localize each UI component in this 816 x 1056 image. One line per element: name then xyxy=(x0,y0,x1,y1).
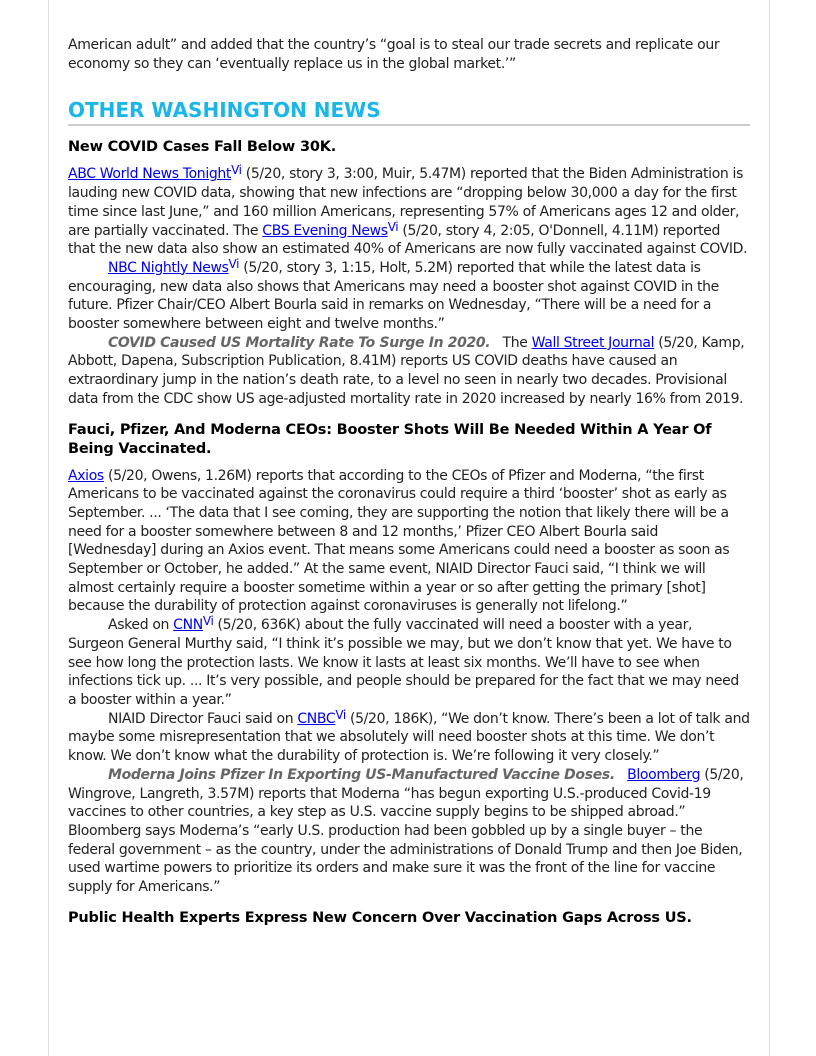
video-icon[interactable]: Vi xyxy=(335,707,346,722)
headline-covid-cases: New COVID Cases Fall Below 30K. xyxy=(68,139,337,156)
paragraph: Axios (5/20, Owens, 1.26M) reports that according to the CEOs of Pfizer and Moderna, “the first Americans to be vaccinated against the coronavirus could require a third ‘booster’ shot as early as September. ... ‘The data that I see coming, they are supporting the notion that likely there will be a need for a booster somewhere between 8 and 12 months,’ Pfizer CEO Albert Bourla said [Wednesday] during an Axios event. That means some Americans could need a booster as soon as September or October, he added.” At the same event, NIAID Director Fauci said, “I think we will almost certainly require a booster sometime within a year or so after getting the primary [shot] because the durability of protection against coronaviruses is generally not lifelong.” xyxy=(68,467,730,615)
link-cbs-evening-news[interactable]: CBS Evening News xyxy=(262,222,388,239)
document-body xyxy=(68,36,750,936)
paragraph: NBC Nightly News$^{Vi}$ (5/20, story 3, 1:15, Holt, 5.2M) reported that while the latest data is encouraging, new data also shows that Americans may need a booster shot against COVID in the future. Pfizer Chair/CEO Albert Bourla said in remarks on Wednesday, “There will be a need for a booster somewhere between eight and twelve months.” xyxy=(68,256,719,333)
paragraph: COVID Caused US Mortality Rate To Surge In 2020. The Wall Street Journal (5/20, Kamp, Abbott, Dapena, Subscription Publication, 8.41M) reports US COVID deaths have caused an extraordinary jump in the nation’s death rate, to a level no seen in nearly two decades. Provisional data from the CDC show US age-adjusted mortality rate in 2020 increased by nearly 16% from 2019. xyxy=(68,334,745,407)
paragraph: NIAID Director Fauci said on $CNBC^{Vi}$ (5/20, 186K), “We don’t know. There’s been a lot of talk and maybe some misrepresentation that we absolutely will need booster shots at this time. We don’t know. We don’t know what the durability of protection is. We’re following it very closely.” xyxy=(68,707,750,765)
paragraph: Moderna Joins Pfizer In Exporting US-Manufactured Vaccine Doses. Bloomberg (5/20, Wingrove, Langreth, 3.57M) reports that Moderna “has begun exporting U.S.-produced Covid-19 vaccines to other countries, a key step as U.S. vaccine supply begins to be shipped abroad.” Bloomberg says Moderna’s “early U.S. production had been gobbled up by a single buyer – the federal government – as the country, under the administrations of Donald Trump and then Joe Biden, used wartime powers to prioritize its orders and make sure it was the front of the line for vaccine supply for Americans.” xyxy=(68,766,744,896)
video-icon[interactable]: Vi xyxy=(387,219,399,234)
headline-vaccination-gaps: Public Health Experts Express New Concern Over Vaccination Gaps Across US. xyxy=(68,909,692,926)
subheadline: COVID Caused US Mortality Rate To Surge In 2020. xyxy=(108,334,491,351)
link-abc-world-news[interactable]: ABC World News Tonight xyxy=(68,166,232,183)
video-icon[interactable]: Vi xyxy=(202,614,214,629)
link-axios[interactable]: Axios xyxy=(68,467,104,484)
link-wall-street-journal[interactable]: Wall Street Journal xyxy=(531,334,655,351)
link-cnn[interactable]: CNN xyxy=(173,617,203,634)
subheadline: Moderna Joins Pfizer In Exporting US-Manufactured Vaccine Doses. xyxy=(108,766,615,783)
video-icon[interactable]: Vi xyxy=(231,163,242,178)
video-icon[interactable]: Vi xyxy=(228,256,240,271)
section-title: OTHER WASHINGTON NEWS xyxy=(68,97,750,126)
paragraph: Asked on $CNN^{Vi}$ (5/20, 636K) about the fully vaccinated will need a booster with a year, Surgeon General Murthy said, “I think it’s possible we may, but we don’t know that yet. We have to see how long the protection lasts. We know it lasts at least six months. We’ll have to see when infections tick up. ... It’s very possible, and people should be prepared for the fact that we may need a booster within a year.” xyxy=(68,614,739,708)
link-bloomberg[interactable]: Bloomberg xyxy=(627,766,701,783)
paragraph: ABC World News Tonight$^{Vi}$ (5/20, story 3, 3:00, Muir, 5.47M) reported that the Biden Administration is lauding new COVID data, showing that new infections are “dropping below 30,000 a day for the first time since last June,” and 160 million Americans, representing 57% of Americans ages 12 and older, are partially vaccinated. The CBS Evening News$^{Vi}$ (5/20, story 4, 2:05, O'Donnell, 4.11M) reported that the new data also show an estimated 40% of Americans are now fully vaccinated against COVID. xyxy=(68,163,748,258)
intro-paragraph: American adult” and added that the country’s “goal is to steal our trade secrets and replicate our economy so they can ‘eventually replace us in the global market.’” xyxy=(68,37,720,72)
headline-booster-shots: Fauci, Pfizer, And Moderna CEOs: Booster Shots Will Be Needed Within A Year Of Being Vaccinated. xyxy=(68,421,712,457)
link-nbc-nightly-news[interactable]: NBC Nightly News xyxy=(108,259,229,276)
link-cnbc[interactable]: CNBC xyxy=(297,710,336,727)
